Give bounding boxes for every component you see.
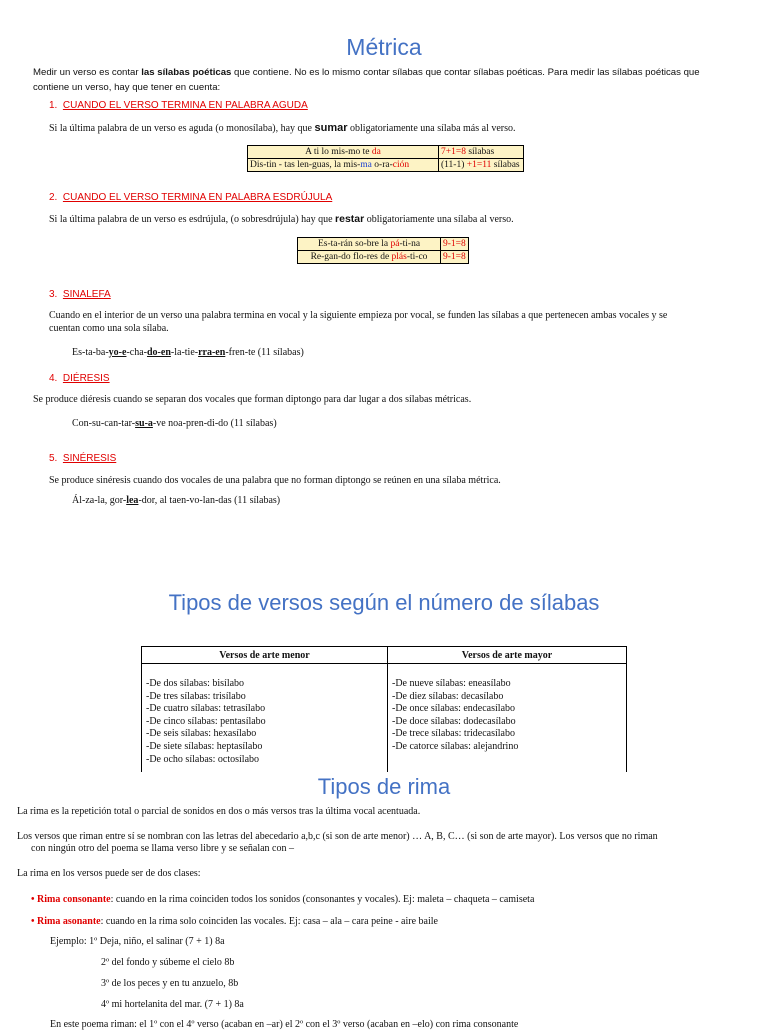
aguda-rule-text: Si la última palabra de un verso es aguda (o monosílaba), hay que sumar obligatoriamente una sílaba más al verso. — [49, 122, 516, 134]
dieresis-example: Con-su-can-tar-su-a-ve noa-pren-di-do (11 sílabas) — [72, 418, 277, 429]
sinalefa-example: Es-ta-ba-yo-e-cha-do-en-la-tie-rra-en-fren-te (11 sílabas) — [72, 347, 304, 358]
rima-conclusion: En este poema riman: el 1º con el 4º verso (acaban en –ar) el 2º con el 3º verso (acaban en –elo) con rima consonante — [50, 1019, 519, 1030]
ejemplo-line-1: Ejemplo: 1º Deja, niño, el salinar (7 + 1) 8a — [50, 936, 225, 947]
intro-paragraph: Medir un verso es contar las sílabas poéticas que contiene. No es lo mismo contar sílabas que contar sílabas poéticas. Para medir las sílabas poéticas que contiene un verso, hay que tener en cuenta: — [33, 67, 700, 93]
ejemplo-line-2: 2º del fondo y súbeme el cielo 8b — [101, 957, 235, 968]
header-arte-menor: Versos de arte menor — [142, 647, 388, 664]
count-cell: 9-1=8 — [441, 238, 469, 251]
esdrujula-example-table — [297, 237, 469, 264]
rima-classes-text: La rima en los versos puede ser de dos clases: — [17, 868, 201, 879]
arte-mayor-list: -De nueve sílabas: eneasílabo -De diez sílabas: decasílabo -De once sílabas: endecasílabo -De doce sílabas: dodecasílabo -De trece sílabas: tridecasílabo -De catorce sílabas: alejandrino — [388, 664, 627, 773]
table-row — [142, 664, 627, 773]
arte-menor-list: -De dos sílabas: bisílabo -De tres sílabas: trisílabo -De cuatro sílabas: tetrasílabo -De cinco sílabas: pentasílabo -De seis sílabas: hexasílabo -De siete sílabas: heptasílabo -De ocho sílabas: octosílabo — [142, 664, 388, 773]
ejemplo-line-3: 3º de los peces y en tu anzuelo, 8b — [101, 978, 239, 989]
table-header-row — [142, 647, 627, 664]
rima-letters-text-2: con ningún otro del poema se llama verso libre y se señalan con – — [31, 843, 294, 854]
verse-cell: Es-ta-rán so-bre la pá-ti-na — [298, 238, 441, 251]
section-heading-aguda: 1. CUANDO EL VERSO TERMINA EN PALABRA AGUDA — [49, 100, 308, 111]
count-cell: 9-1=8 — [441, 251, 469, 264]
section-title-tipos-rima: Tipos de rima — [317, 774, 451, 799]
dieresis-text: Se produce diéresis cuando se separan dos vocales que forman diptongo para dar lugar a dos sílabas métricas. — [33, 394, 472, 405]
rima-definition: La rima es la repetición total o parcial de sonidos en dos o más versos tras la última vocal acentuada. — [17, 806, 421, 817]
aguda-example-table — [247, 145, 524, 172]
count-cell: (11-1) +1=11 sílabas — [439, 159, 524, 172]
table-row — [248, 146, 524, 159]
sineresis-text: Se produce sinéresis cuando dos vocales de una palabra que no forman diptongo se reúnen en una sílaba métrica. — [49, 475, 501, 486]
section-heading-sineresis: 5. SINÉRESIS — [49, 453, 117, 464]
rima-asonante-item: • Rima asonante: cuando en la rima solo coinciden las vocales. Ej: casa – ala – cara peine - aire baile — [31, 916, 438, 927]
table-row — [298, 251, 469, 264]
section-heading-esdrujula: 2. CUANDO EL VERSO TERMINA EN PALABRA ESDRÚJULA — [49, 192, 333, 203]
ejemplo-line-4: 4º mi hortelanita del mar. (7 + 1) 8a — [101, 999, 244, 1010]
section-title-tipos-versos: Tipos de versos según el número de sílabas — [168, 590, 600, 615]
rima-consonante-item: • Rima consonante: cuando en la rima coinciden todos los sonidos (consonantes y vocales). Ej: maleta – chaqueta – camiseta — [31, 894, 535, 905]
table-row — [298, 238, 469, 251]
verse-types-table — [141, 646, 627, 772]
sinalefa-text: Cuando en el interior de un verso una palabra termina en vocal y la siguiente empieza por vocal, se funden las sílabas a que pertenecen ambas vocales y se cuentan como una sola sílaba. — [49, 310, 668, 334]
count-cell: 7+1=8 sílabas — [439, 146, 524, 159]
sineresis-example: Ál-za-la, gor-lea-dor, al taen-vo-lan-das (11 sílabas) — [72, 495, 281, 506]
header-arte-mayor: Versos de arte mayor — [388, 647, 627, 664]
page-title: Métrica — [346, 34, 422, 60]
verse-cell: Dis-tin - tas len-guas, la mis-ma o-ra-ción — [248, 159, 439, 172]
rima-letters-text: Los versos que riman entre sí se nombran con las letras del abecedario a,b,c (si son de arte menor) … A, B, C… (si son de arte mayor). Los versos que no riman — [17, 831, 658, 842]
section-heading-sinalefa: 3. SINALEFA — [49, 289, 111, 300]
table-row — [248, 159, 524, 172]
verse-cell: A ti lo mis-mo te da — [248, 146, 439, 159]
verse-cell: Re-gan-do flo-res de plás-ti-co — [298, 251, 441, 264]
esdrujula-rule-text: Si la última palabra de un verso es esdrújula, (o sobresdrújula) hay que restar obligatoriamente una sílaba al verso. — [49, 213, 514, 225]
section-heading-dieresis: 4. DIÉRESIS — [49, 373, 110, 384]
